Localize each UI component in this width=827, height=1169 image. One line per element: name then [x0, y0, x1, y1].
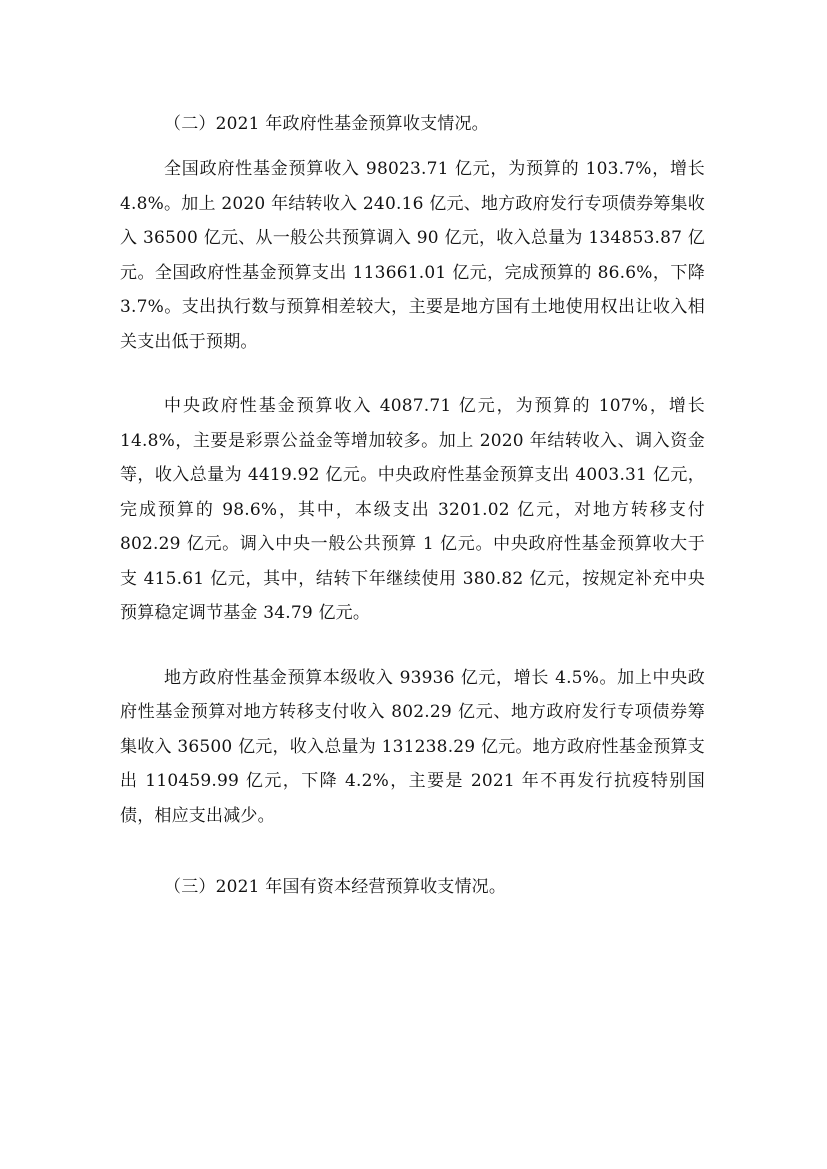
paragraph-national-fund: 全国政府性基金预算收入 98023.71 亿元，为预算的 103.7%，增长 4.8%。加上 2020 年结转收入 240.16 亿元、地方政府发行专项债券筹集收入 36500 亿元、从一般公共预算调入 90 亿元，收入总量为 134853.87 亿元。全国政府性基金预算支出 113661.01 亿元，完成预算的 86.6%，下降 3.7%。支出执行数与预算相差较大，主要是地方国有土地使用权出让收入相关支出低于预期。	[120, 159, 705, 352]
paragraph-local-fund: 地方政府性基金预算本级收入 93936 亿元，增长 4.5%。加上中央政府性基金预算对地方转移支付收入 802.29 亿元、地方政府发行专项债券筹集收入 36500 亿元，收入总量为 131238.29 亿元。地方政府性基金预算支出 110459.99 亿元，下降 4.2%，主要是 2021 年不再发行抗疫特别国债，相应支出减少。	[120, 667, 705, 826]
document-body	[120, 96, 705, 915]
section-heading-2: （二）2021 年政府性基金预算收支情况。	[164, 114, 489, 134]
paragraph-central-fund: 中央政府性基金预算收入 4087.71 亿元，为预算的 107%，增长 14.8%，主要是彩票公益金等增加较多。加上 2020 年结转收入、调入资金等，收入总量为 4419.92 亿元。中央政府性基金预算支出 4003.31 亿元，完成预算的 98.6%，其中，本级支出 3201.02 亿元，对地方转移支付 802.29 亿元。调入中央一般公共预算 1 亿元。中央政府性基金预算收大于支 415.61 亿元，其中，结转下年继续使用 380.82 亿元，按规定补充中央预算稳定调节基金 34.79 亿元。	[120, 396, 705, 623]
section-heading-3: （三）2021 年国有资本经营预算收支情况。	[164, 877, 507, 897]
